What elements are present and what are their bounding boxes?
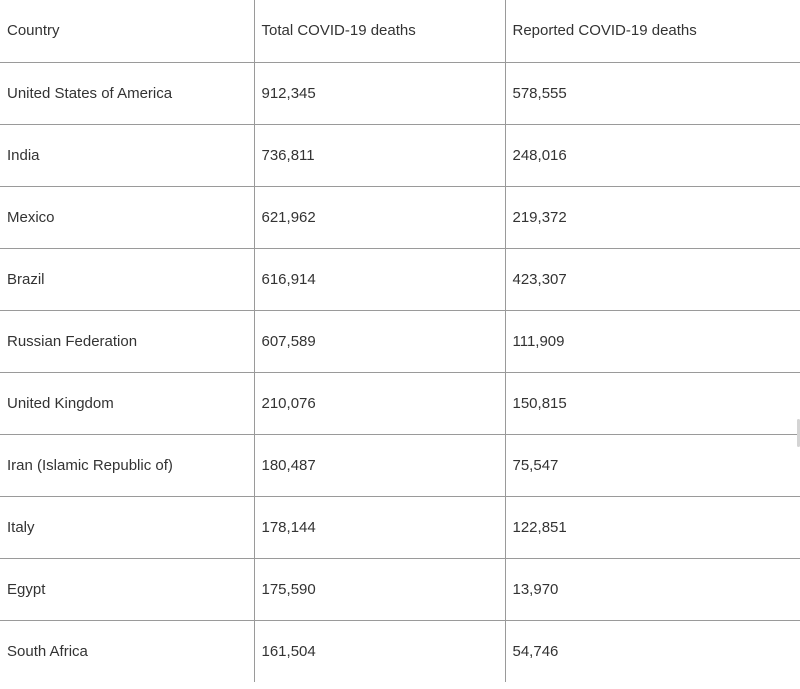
cell-total-deaths: 616,914 [254, 248, 505, 310]
cell-reported-deaths: 13,970 [505, 558, 800, 620]
cell-reported-deaths: 248,016 [505, 124, 800, 186]
table-row [0, 62, 800, 124]
cell-country: Iran (Islamic Republic of) [0, 434, 254, 496]
cell-total-deaths: 736,811 [254, 124, 505, 186]
cell-country: India [0, 124, 254, 186]
cell-total-deaths: 180,487 [254, 434, 505, 496]
header-total-deaths: Total COVID-19 deaths [254, 0, 505, 62]
header-country: Country [0, 0, 254, 62]
cell-total-deaths: 912,345 [254, 62, 505, 124]
cell-reported-deaths: 219,372 [505, 186, 800, 248]
cell-reported-deaths: 54,746 [505, 620, 800, 682]
header-reported-deaths: Reported COVID-19 deaths [505, 0, 800, 62]
cell-country: South Africa [7, 642, 88, 660]
table-row [0, 372, 800, 434]
cell-total-deaths: 210,076 [254, 372, 505, 434]
table-row [0, 620, 800, 682]
cell-reported-deaths: 122,851 [505, 496, 800, 558]
cell-total-deaths: 161,504 [254, 620, 505, 682]
cell-reported-deaths: 75,547 [505, 434, 800, 496]
table-row [0, 496, 800, 558]
cell-reported-deaths: 150,815 [505, 372, 800, 434]
table-row [0, 124, 800, 186]
cell-reported-deaths: 578,555 [505, 62, 800, 124]
cell-country: United States of America [0, 62, 254, 124]
table-row [0, 248, 800, 310]
table-row [0, 310, 800, 372]
cell-reported-deaths: 423,307 [505, 248, 800, 310]
cell-total-deaths: 178,144 [254, 496, 505, 558]
cell-country: Egypt [0, 558, 254, 620]
cell-reported-deaths: 111,909 [505, 310, 800, 372]
cell-total-deaths: 175,590 [254, 558, 505, 620]
cell-country: Russian Federation [0, 310, 254, 372]
cell-country: Brazil [0, 248, 254, 310]
cell-country: Mexico [0, 186, 254, 248]
table-row [0, 434, 800, 496]
cell-total-deaths: 621,962 [254, 186, 505, 248]
cell-total-deaths: 607,589 [254, 310, 505, 372]
cell-country: United Kingdom [0, 372, 254, 434]
table-row [0, 558, 800, 620]
table-row [0, 186, 800, 248]
cell-country: Italy [0, 496, 254, 558]
table-header-row [0, 0, 800, 62]
